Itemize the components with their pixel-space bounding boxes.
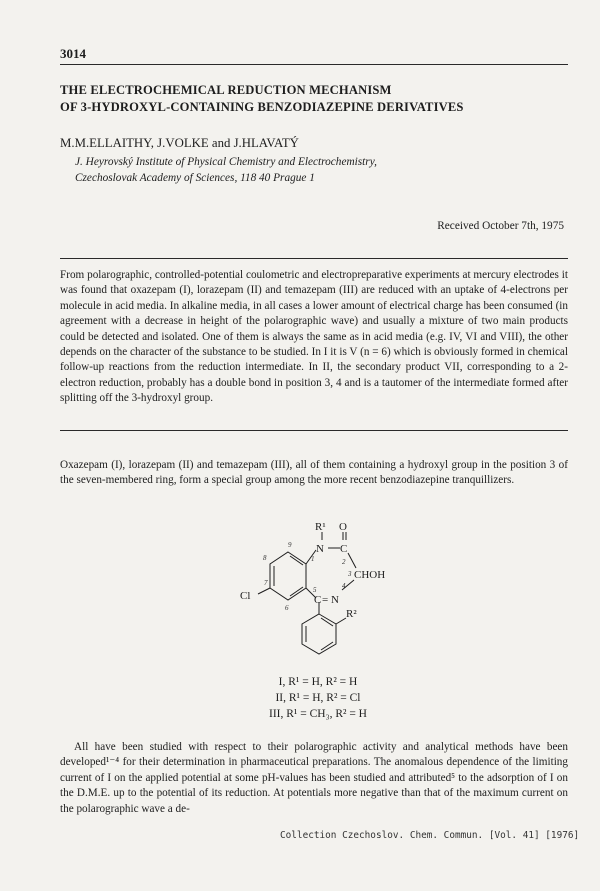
n1-label: N [316,543,324,555]
authors: M.M.ELLAITHY, J.VOLKE and J.HLAVATÝ [60,136,299,150]
position-1: 1 [311,555,315,563]
journal-footer: Collection Czechoslov. Chem. Commun. [Vol. 41] [1976] [280,830,580,841]
double-bond-sign: = [322,594,329,606]
compound-list [248,674,388,722]
page-number: 3014 [60,46,86,61]
chlorine-label: Cl [240,590,251,602]
r1-label: R¹ [315,521,326,533]
benzodiazepine-structure-diagram [228,518,408,666]
intro-paragraph: Oxazepam (I), lorazepam (II) and temazepam (III), all of them containing a hydroxyl group in the position 3 of the seven-membered ring, form a special group among the more recent benzodiazepine tranquillizers. [60,459,568,487]
abstract-top-rule [60,258,568,259]
c5-label: C [314,594,322,606]
affiliation [75,155,377,186]
position-9: 9 [288,541,292,549]
position-5: 5 [313,586,317,594]
n4-label: N [331,594,339,606]
header-rule [60,64,568,65]
position-7: 7 [264,579,268,587]
position-3: 3 [348,570,352,578]
position-6: 6 [285,604,289,612]
compound-ii: II, R¹ = H, R² = Cl [275,692,361,704]
title-line-2: OF 3-HYDROXYL-CONTAINING BENZODIAZEPINE DERIVATIVES [60,100,464,114]
compound-iii: III, R¹ = CH₃, R² = H [269,708,367,720]
c2-label: C [340,543,348,555]
position-2: 2 [342,558,346,566]
body-paragraph: All have been studied with respect to their polarographic activity and analytical methods have been developed¹⁻⁴ for their determination in pharmaceutical preparations. The anomalous dependence of the limiting current of I on the applied potential at some pH-values has been studied and attributed⁵ to the adsorption of I on the D.M.E. up to the potential of its reduction. At potentials more negative than that of the maximum current on the polarographic wave a de- [60,741,568,815]
fused-benzene-ring [270,552,306,600]
position-8: 8 [263,554,267,562]
bond-phenyl-r2 [336,618,346,624]
choh-label: CHOH [354,569,386,581]
abstract-bottom-rule [60,430,568,431]
compound-i: I, R¹ = H, R² = H [278,676,358,688]
bond-c2-c3 [348,553,356,568]
phenyl-ring [302,614,336,654]
bond-c7-cl [258,588,270,594]
title-line-1: THE ELECTROCHEMICAL REDUCTION MECHANISM [60,83,392,97]
article-title [60,82,570,116]
r2-label: R² [346,608,357,620]
received-date: Received October 7th, 1975 [437,220,564,232]
position-4: 4 [342,582,346,590]
affiliation-line-2: Czechoslovak Academy of Sciences, 118 40 Prague 1 [75,171,315,184]
oxygen-label: O [339,521,347,533]
affiliation-line-1: J. Heyrovský Institute of Physical Chemistry and Electrochemistry, [75,156,377,168]
abstract: From polarographic, controlled-potential coulometric and electropreparative experiments at mercury electrodes it was found that oxazepam (I), lorazepam (II) and temazepam (III) are reduced with an uptake of 4-electrons per molecule in acid media. In alkaline media, in all cases a lower amount of electrical charge has been consumed (in agreement with a decrease in height of the polarographic wave) and usually a mixture of two main products could be detected and isolated. One of them is always the same as in acid media (e.g. IV, VI and VIII), the other depends on the character of the substance to be studied. In I it is V (n = 6) which is obviously formed in chemical follow-up reactions from the reduction intermediate. In II, the secondary product VII, corresponding to a 2-electron reduction, probably has a double bond in position 3, 4 and is a tautomer of the intermediate formed after splitting off the 3-hydroxyl group. [60,269,568,405]
